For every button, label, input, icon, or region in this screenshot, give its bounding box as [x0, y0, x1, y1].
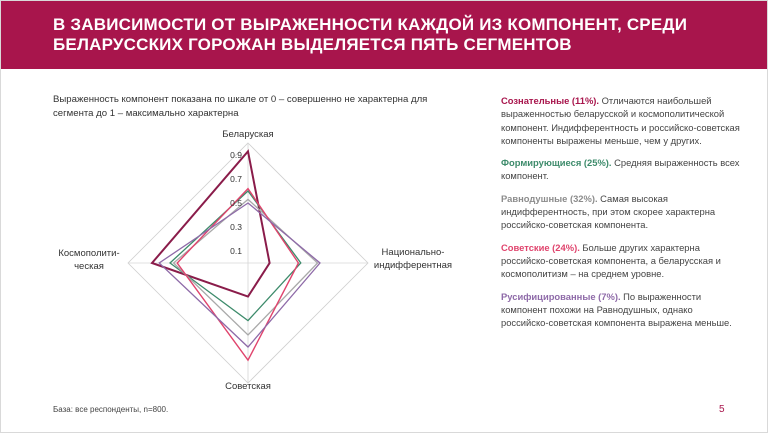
legend-name: Формирующиеся (25%).	[501, 157, 612, 169]
slide-title: В ЗАВИСИМОСТИ ОТ ВЫРАЖЕННОСТИ КАЖДОЙ ИЗ КОМПОНЕНТ, СРЕДИ БЕЛАРУССКИХ ГОРОЖАН ВЫДЕЛЯЕТСЯ ПЯТЬ СЕГМЕНТОВ	[53, 15, 688, 54]
scale-tick-label: 0.1	[230, 246, 242, 256]
axis-labels	[58, 129, 452, 392]
axis-label-top: Беларуская	[222, 129, 274, 140]
legend-name: Равнодушные (32%).	[501, 192, 598, 204]
axis-label-right-1: Национально-	[381, 247, 445, 258]
legend-name: Русифицированные (7%).	[501, 290, 621, 302]
chart-subtitle: Выраженность компонент показана по шкале от 0 – совершенно не характерна для сегмента до 1 – максимально характерна	[53, 94, 428, 119]
radar-series-0	[152, 151, 270, 296]
segment-legend	[501, 94, 741, 338]
legend-text: Больше других характерна российско-советская компонента, а беларусская и космополитизм – на среднем уровне.	[501, 241, 721, 280]
legend-text: Средняя выраженность всех компонент.	[501, 157, 740, 182]
scale-tick-label: 0.3	[230, 222, 242, 232]
page-number: 5	[719, 404, 725, 415]
axis-label-right-2: индифферентная	[373, 260, 453, 271]
legend-item-ravnodushnye	[501, 192, 741, 232]
legend-text: Самая высокая индифферентность, при этом скорее характерна российско-советская компонента.	[501, 192, 716, 231]
footnote: База: все респонденты, n=800.	[53, 405, 169, 414]
legend-item-soznatelnye	[501, 94, 741, 147]
legend-item-rusifitsirovannye	[501, 290, 741, 330]
axis-label-bottom: Советская	[225, 381, 271, 392]
legend-text: По выраженности компонент похожи на Равнодушных, однако российско-советская компонента выражена меньше.	[501, 290, 732, 329]
legend-item-sovetskie	[501, 241, 741, 281]
scale-tick-label: 0.5	[230, 198, 242, 208]
axis-label-left-1: Космополити-	[58, 248, 120, 259]
axis-label-left-2: ческая	[74, 261, 104, 272]
legend-name: Советские (24%).	[501, 241, 580, 253]
legend-item-formiruyushchiesya	[501, 156, 741, 183]
radar-series-3	[177, 189, 298, 361]
scale-tick-label: 0.9	[230, 150, 242, 160]
scale-tick-label: 0.7	[230, 174, 242, 184]
legend-text: Отличаются наибольшей выраженностью беларусской и космополитической компонент. Индифферентность и российско-советская компоненты выражены меньше, чем у других.	[501, 95, 740, 146]
legend-name: Сознательные (11%).	[501, 95, 600, 106]
